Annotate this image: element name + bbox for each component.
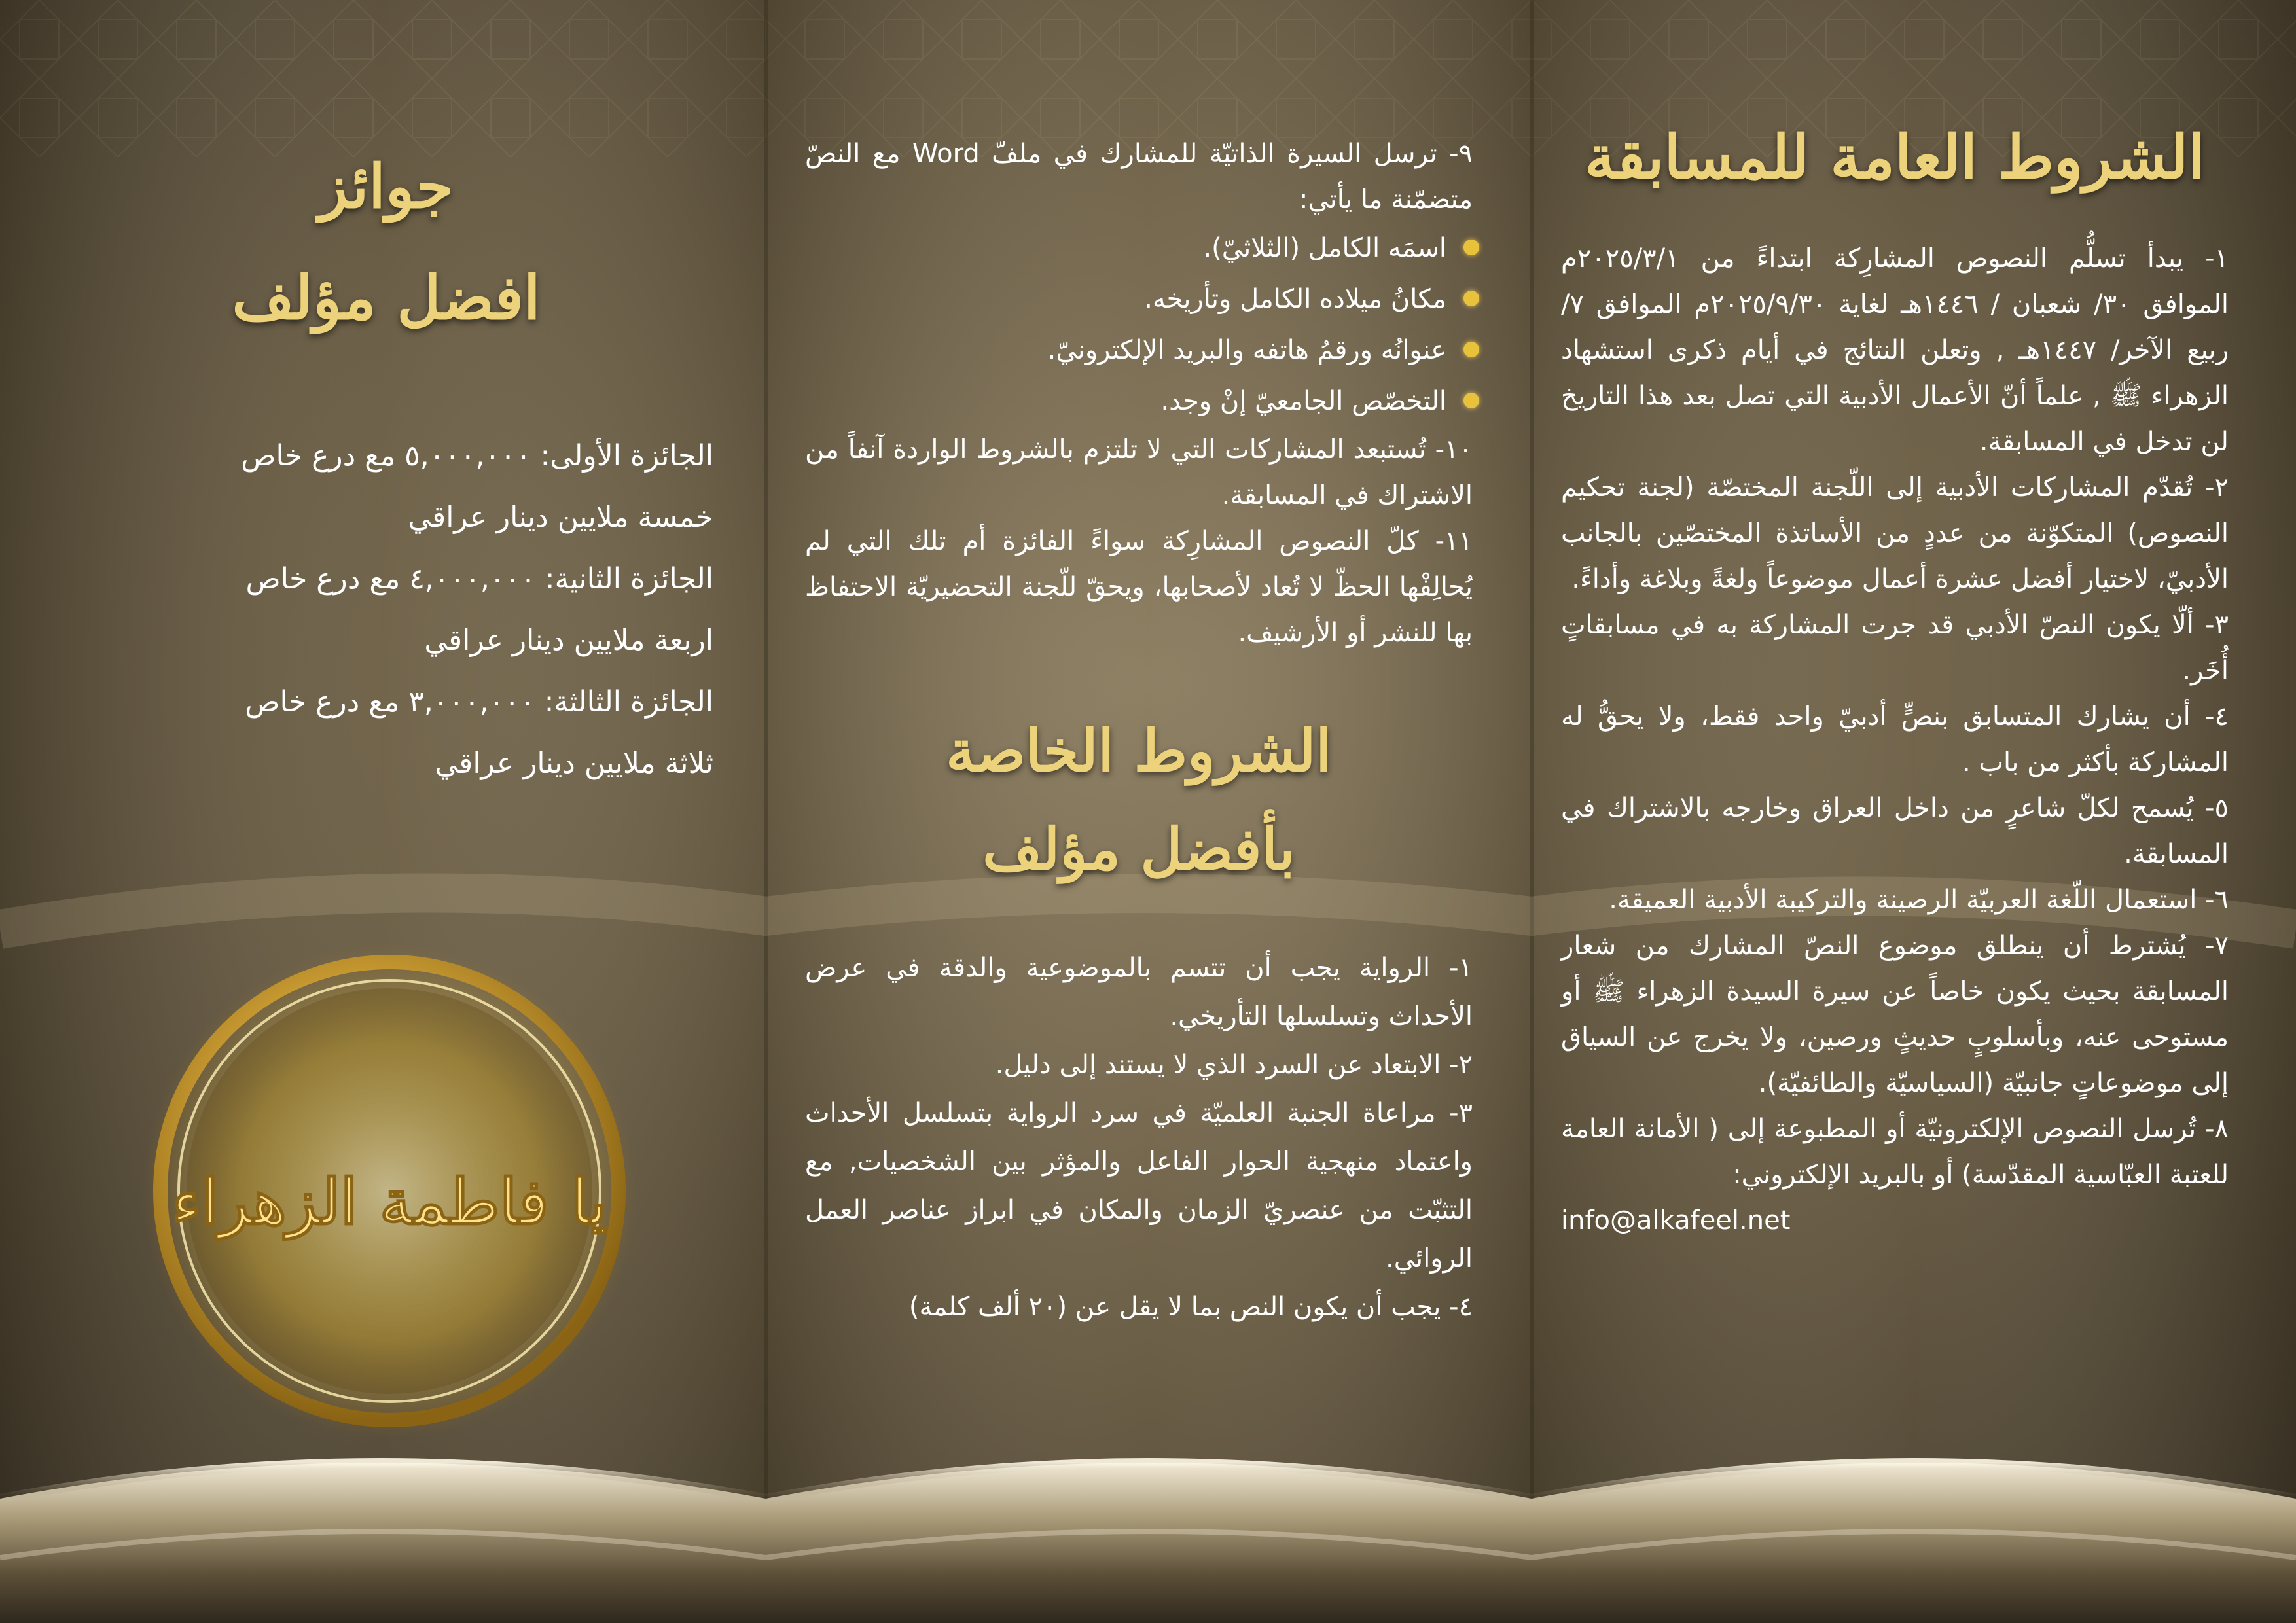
- prize-third: الجائزة الثالثة: ٣,٠٠٠,٠٠٠ مع درع خاص: [245, 685, 713, 719]
- condition-item-1: ١- يبدأ تسلُّم النصوص المشارِكة ابتداءً من ٢٠٢٥/٣/١م الموافق ٣٠/ شعبان / ١٤٤٦هـ لغاية ٢٠٢٥/٩/٣٠م الموافق ٧/ربيع الآخر/ ١٤٤٧هـ , وتعلن النتائج في أيام ذكرى استشهاد الزهراء ﷺ , علماً أنّ الأعمال الأدبية التي تصل بعد هذا التاريخ لن تدخل في المسابقة.: [1561, 243, 2229, 457]
- prizes-list: [190, 425, 713, 794]
- special-title-line-1: الشروط الخاصة: [946, 717, 1332, 785]
- prizes-title-line-1: جوائز: [318, 151, 454, 222]
- prize-first: الجائزة الأولى: ٥,٠٠٠,٠٠٠ مع درع خاص: [241, 439, 713, 473]
- special-item-4: ٤- يجب أن يكون النص بما لا يقل عن (٢٠ ألف كلمة): [908, 1292, 1473, 1322]
- contact-email[interactable]: info@alkafeel.net: [1561, 1205, 1791, 1236]
- condition-item-8: ٨- تُرسل النصوص الإلكترونيّة أو المطبوعة إلى ( الأمانة العامة للعتبة العبّاسية المقدّسة) أو بالبريد الإلكتروني:: [1561, 1114, 2229, 1190]
- bullet-icon: [1463, 342, 1479, 357]
- condition-item-10: ١٠- تُستبعد المشاركات التي لا تلتزم بالشروط الواردة آنفاً من الاشتراك في المسابقة.: [805, 435, 1473, 510]
- prizes-title: [203, 131, 569, 353]
- condition-item-6: ٦- استعمال اللّغة العربيّة الرصينة والتركيبة الأدبية العميقة.: [1609, 885, 2229, 915]
- special-title-line-2: بأفضل مؤلف: [982, 815, 1295, 883]
- condition-item-11: ١١- كلّ النصوص المشارِكة سواءً الفائزة أم تلك التي لم يُحالِفْها الحظّ لا تُعاد لأصحابها، ويحقّ للّجنة التحضيريّة الاحتفاظ بها للنشر أو الأرشيف.: [805, 526, 1473, 648]
- condition-item-3: ٣- ألّا يكون النصّ الأدبي قد جرت المشاركة به في مسابقاتٍ أُخَر.: [1561, 610, 2229, 686]
- bullet-icon: [1463, 240, 1479, 255]
- cv-requirements-list: [805, 223, 1473, 427]
- medallion-calligraphy: يا فاطمة الزهراء: [171, 1165, 607, 1239]
- prizes-title-line-2: افضل مؤلف: [232, 262, 541, 333]
- prize-second-amount: اربعة ملايين دينار عراقي: [424, 624, 713, 657]
- bullet-icon: [1463, 291, 1479, 306]
- list-item: التخصّص الجامعيّ إنْ وجد.: [805, 376, 1446, 427]
- calligraphy-medallion: [141, 942, 638, 1440]
- general-conditions-list: [1561, 236, 2229, 1243]
- prize-first-amount: خمسة ملايين دينار عراقي: [408, 501, 713, 534]
- list-item: مكانُ ميلاده الكامل وتأريخه.: [805, 274, 1446, 325]
- general-conditions-panel: [1561, 111, 2229, 1243]
- condition-item-5: ٥- يُسمح لكلّ شاعرٍ من داخل العراق وخارجه بالاشتراك في المسابقة.: [1561, 793, 2229, 869]
- prize-second: الجائزة الثانية: ٤,٠٠٠,٠٠٠ مع درع خاص: [245, 562, 713, 596]
- prizes-panel: [190, 131, 713, 794]
- list-item: عنوانُه ورقمُ هاتفه والبريد الإلكترونيّ.: [805, 325, 1446, 376]
- special-item-3: ٣- مراعاة الجنبة العلميّة في سرد الرواية بتسلسل الأحداث واعتماد منهجية الحوار الفاعل والمؤثر بين الشخصيات, مع التثبّت من عنصريّ الزمان والمكان في ابراز عناصر العمل الروائي.: [805, 1098, 1473, 1274]
- special-conditions-title: [805, 702, 1473, 898]
- condition-item-2: ٢- تُقدّم المشاركات الأدبية إلى اللّجنة المختصّة (لجنة تحكيم النصوص) المتكوّنة من عددٍ من الأساتذة المختصّين بالجانب الأدبيّ، لاختيار أفضل عشرة أعمال موضوعاً ولغةً وبلاغة وأداءً.: [1561, 473, 2229, 594]
- conditions-continued: [805, 131, 1473, 656]
- middle-panel: [805, 131, 1473, 1331]
- condition-item-7: ٧- يُشترط أن ينطلق موضوع النصّ المشارك من شعار المسابقة بحيث يكون خاصاً عن سيرة السيدة الزهراء ﷺ أو مستوحى عنه، وبأسلوبٍ حديثٍ ورصين، ولا يخرج عن السياق إلى موضوعاتٍ جانبيّة (السياسيّة والطائفيّة).: [1561, 931, 2229, 1098]
- prize-third-amount: ثلاثة ملايين دينار عراقي: [435, 747, 713, 780]
- bullet-icon: [1463, 393, 1479, 408]
- condition-item-9: ٩- ترسل السيرة الذاتيّة للمشارك في ملفّ Word مع النصّ متضمّنة ما يأتي:: [805, 139, 1473, 215]
- special-item-1: ١- الرواية يجب أن تتسم بالموضوعية والدقة في عرض الأحداث وتسلسلها التأريخي.: [805, 953, 1473, 1031]
- list-item: اسمَه الكامل (الثلاثيّ).: [805, 223, 1446, 274]
- general-conditions-title: الشروط العامة للمسابقة: [1585, 122, 2205, 192]
- special-conditions-list: [805, 944, 1473, 1331]
- condition-item-4: ٤- أن يشارك المتسابق بنصٍّ أدبيّ واحد فقط، ولا يحقُّ له المشاركة بأكثر من باب .: [1561, 702, 2229, 777]
- special-item-2: ٢- الابتعاد عن السرد الذي لا يستند إلى دليل.: [995, 1050, 1473, 1080]
